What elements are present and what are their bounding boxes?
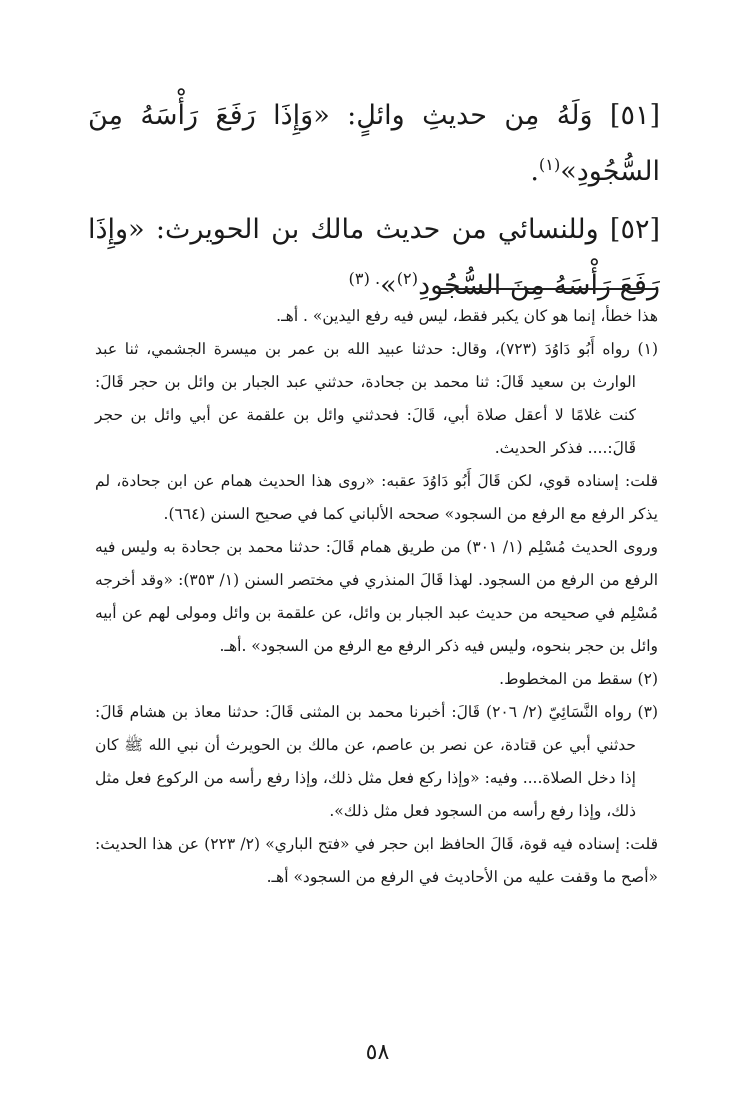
page-number: ٥٨ <box>365 1040 390 1065</box>
footnote-continuation: هذا خطأ، إنما هو كان يكبر فقط، ليس فيه رفع اليدين» . أهـ. <box>276 307 658 325</box>
footnote-ref-3: . (٣) <box>348 269 381 288</box>
footnote-1-comment: قلت: إسناده قوي، لكن قَالَ أَبُو دَاوُدَ عقبه: «روى هذا الحديث همام عن ابن جحادة، لم يذكر الرفع مع الرفع من السجود» صححه الألباني كما في صحيح السنن (٦٦٤). <box>95 472 658 523</box>
footnote-ref-1: (١) <box>538 155 561 174</box>
hadith-52-text: [٥٢] وللنسائي من حديث مالك بن الحويرث: «وإِذَا رَفَعَ رَأْسَهُ مِنَ السُّجُودِ <box>88 214 660 301</box>
footnotes <box>95 300 658 894</box>
footnote-3: (٣) رواه النَّسَائِيّ (٢/ ٢٠٦) قَالَ: أخبرنا محمد بن المثنى قَالَ: حدثنا معاذ بن هشام قَالَ: حدثني أبي عن قتادة، عن نصر بن عاصم، عن مالك بن الحويرث أن نبي الله ﷺ كان إذا دخل الصلاة.... وفيه: «وإذا ركع فعل مثل ذلك، وإذا رفع رأسه من الركوع فعل مثل ذلك، وإذا رفع رأسه من السجود فعل مثل ذلك». <box>95 703 658 820</box>
hadith-52 <box>88 202 660 314</box>
footnote-2: (٢) سقط من المخطوط. <box>499 670 658 688</box>
hadith-51-text: [٥١] وَلَهُ مِن حديثِ وائلٍ: «وَإِذَا رَفَعَ رَأْسَهُ مِنَ السُّجُودِ» <box>88 100 660 187</box>
main-text <box>88 88 660 314</box>
hadith-51-end: . <box>530 156 539 187</box>
hadith-51 <box>88 88 660 200</box>
footnote-ref-2: (٢) <box>396 269 419 288</box>
hadith-52-close-quote: » <box>380 270 397 301</box>
footnote-3-comment: قلت: إسناده فيه قوة، قَالَ الحافظ ابن حجر في «فتح الباري» (٢/ ٢٢٣) عن هذا الحديث: «أصح ما وقفت عليه من الأحاديث في الرفع من السجود» أهـ. <box>95 835 658 886</box>
footnote-1-extra: وروى الحديث مُسْلِم (١/ ٣٠١) من طريق همام قَالَ: حدثنا محمد بن جحادة به وليس فيه الرفع من الرفع من السجود. لهذا قَالَ المنذري في مختصر السنن (١/ ٣٥٣): «وقد أخرجه مُسْلِم في صحيحه من حديث عبد الجبار بن وائل، عن علقمة بن وائل ومولى لهم عن أبيه وائل بن حجر بنحوه، وليس فيه ذكر الرفع مع الرفع من السجود» .أهـ. <box>95 538 659 655</box>
footnote-separator <box>440 288 658 290</box>
footnote-1: (١) رواه أَبُو دَاوُدَ (٧٢٣)، وقال: حدثنا عبيد الله بن عمر بن ميسرة الجشمي، ثنا عبد الوارث بن سعيد قَالَ: ثنا محمد بن جحادة، حدثني عبد الجبار بن وائل بن حجر قَالَ: كنت غلامًا لا أعقل صلاة أبي، قَالَ: فحدثني وائل بن علقمة عن أبي وائل بن حجر قَالَ:.... فذكر الحديث. <box>95 340 658 457</box>
